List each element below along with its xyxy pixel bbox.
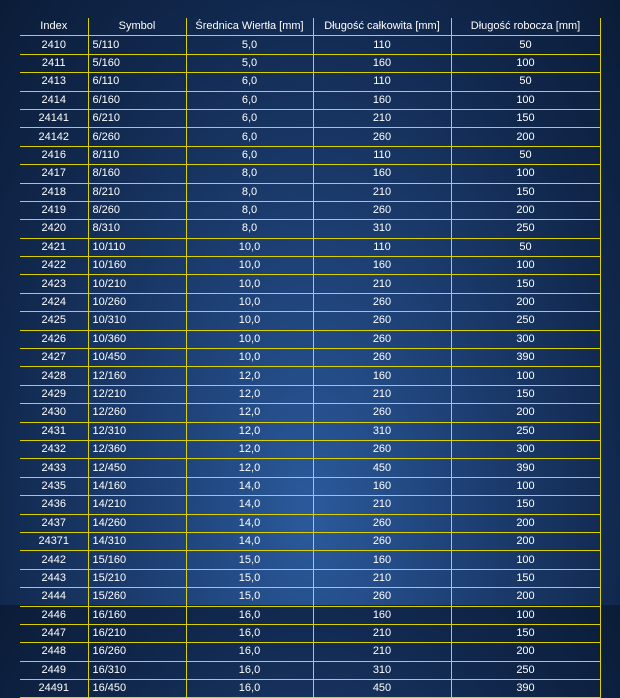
cell-index: 2446 bbox=[20, 606, 88, 624]
cell-index: 2417 bbox=[20, 165, 88, 183]
cell-drill-diameter: 6,0 bbox=[186, 146, 313, 164]
cell-index: 2418 bbox=[20, 183, 88, 201]
table-row bbox=[20, 422, 600, 440]
cell-working-length: 300 bbox=[451, 330, 600, 348]
cell-total-length: 160 bbox=[313, 606, 451, 624]
cell-symbol: 15/160 bbox=[88, 551, 186, 569]
cell-symbol: 12/210 bbox=[88, 385, 186, 403]
cell-drill-diameter: 6,0 bbox=[186, 128, 313, 146]
cell-symbol: 10/450 bbox=[88, 349, 186, 367]
table-row bbox=[20, 91, 600, 109]
cell-symbol: 15/210 bbox=[88, 569, 186, 587]
cell-index: 2421 bbox=[20, 238, 88, 256]
cell-working-length: 250 bbox=[451, 422, 600, 440]
cell-working-length: 200 bbox=[451, 404, 600, 422]
table-row bbox=[20, 275, 600, 293]
cell-total-length: 160 bbox=[313, 165, 451, 183]
cell-drill-diameter: 12,0 bbox=[186, 385, 313, 403]
table-row bbox=[20, 569, 600, 587]
table-row bbox=[20, 257, 600, 275]
cell-total-length: 260 bbox=[313, 330, 451, 348]
table-row bbox=[20, 624, 600, 642]
cell-total-length: 160 bbox=[313, 477, 451, 495]
cell-total-length: 110 bbox=[313, 238, 451, 256]
cell-index: 2432 bbox=[20, 440, 88, 458]
cell-total-length: 110 bbox=[313, 146, 451, 164]
cell-drill-diameter: 14,0 bbox=[186, 477, 313, 495]
table-row bbox=[20, 293, 600, 311]
cell-symbol: 6/210 bbox=[88, 109, 186, 127]
cell-drill-diameter: 16,0 bbox=[186, 680, 313, 698]
table-row bbox=[20, 330, 600, 348]
cell-symbol: 10/110 bbox=[88, 238, 186, 256]
cell-working-length: 50 bbox=[451, 73, 600, 91]
table-row bbox=[20, 404, 600, 422]
cell-drill-diameter: 15,0 bbox=[186, 588, 313, 606]
cell-working-length: 150 bbox=[451, 109, 600, 127]
header-row bbox=[20, 18, 600, 36]
cell-total-length: 110 bbox=[313, 36, 451, 54]
cell-total-length: 260 bbox=[313, 514, 451, 532]
cell-total-length: 160 bbox=[313, 257, 451, 275]
cell-index: 2414 bbox=[20, 91, 88, 109]
table-row bbox=[20, 183, 600, 201]
cell-index: 24371 bbox=[20, 532, 88, 550]
cell-symbol: 10/260 bbox=[88, 293, 186, 311]
cell-total-length: 210 bbox=[313, 496, 451, 514]
table-row bbox=[20, 165, 600, 183]
header-working-length: Długość robocza [mm] bbox=[451, 18, 600, 36]
cell-index: 2427 bbox=[20, 349, 88, 367]
cell-symbol: 16/160 bbox=[88, 606, 186, 624]
table-row bbox=[20, 661, 600, 679]
cell-symbol: 5/110 bbox=[88, 36, 186, 54]
cell-drill-diameter: 10,0 bbox=[186, 312, 313, 330]
table-row bbox=[20, 238, 600, 256]
cell-symbol: 15/260 bbox=[88, 588, 186, 606]
table-row bbox=[20, 109, 600, 127]
cell-working-length: 200 bbox=[451, 293, 600, 311]
table-row bbox=[20, 54, 600, 72]
cell-total-length: 260 bbox=[313, 588, 451, 606]
cell-drill-diameter: 8,0 bbox=[186, 220, 313, 238]
cell-symbol: 8/110 bbox=[88, 146, 186, 164]
cell-total-length: 210 bbox=[313, 569, 451, 587]
cell-total-length: 260 bbox=[313, 440, 451, 458]
cell-index: 2410 bbox=[20, 36, 88, 54]
table-row bbox=[20, 606, 600, 624]
cell-working-length: 100 bbox=[451, 477, 600, 495]
table-row bbox=[20, 349, 600, 367]
cell-index: 2443 bbox=[20, 569, 88, 587]
cell-working-length: 390 bbox=[451, 459, 600, 477]
cell-index: 2426 bbox=[20, 330, 88, 348]
cell-working-length: 100 bbox=[451, 367, 600, 385]
cell-drill-diameter: 14,0 bbox=[186, 514, 313, 532]
table-row bbox=[20, 312, 600, 330]
cell-drill-diameter: 8,0 bbox=[186, 165, 313, 183]
cell-drill-diameter: 15,0 bbox=[186, 551, 313, 569]
cell-drill-diameter: 12,0 bbox=[186, 440, 313, 458]
cell-drill-diameter: 6,0 bbox=[186, 73, 313, 91]
cell-symbol: 14/260 bbox=[88, 514, 186, 532]
table-row bbox=[20, 514, 600, 532]
cell-drill-diameter: 10,0 bbox=[186, 349, 313, 367]
cell-total-length: 160 bbox=[313, 91, 451, 109]
cell-index: 2422 bbox=[20, 257, 88, 275]
cell-total-length: 450 bbox=[313, 680, 451, 698]
cell-total-length: 310 bbox=[313, 220, 451, 238]
cell-drill-diameter: 5,0 bbox=[186, 36, 313, 54]
cell-working-length: 200 bbox=[451, 514, 600, 532]
cell-index: 2433 bbox=[20, 459, 88, 477]
cell-working-length: 390 bbox=[451, 680, 600, 698]
cell-index: 24142 bbox=[20, 128, 88, 146]
table-row bbox=[20, 532, 600, 550]
cell-symbol: 6/160 bbox=[88, 91, 186, 109]
cell-symbol: 12/160 bbox=[88, 367, 186, 385]
cell-working-length: 200 bbox=[451, 532, 600, 550]
cell-working-length: 200 bbox=[451, 643, 600, 661]
cell-working-length: 150 bbox=[451, 275, 600, 293]
cell-symbol: 12/310 bbox=[88, 422, 186, 440]
cell-symbol: 16/450 bbox=[88, 680, 186, 698]
cell-drill-diameter: 12,0 bbox=[186, 422, 313, 440]
cell-total-length: 260 bbox=[313, 293, 451, 311]
cell-index: 2425 bbox=[20, 312, 88, 330]
table-row bbox=[20, 477, 600, 495]
cell-total-length: 210 bbox=[313, 183, 451, 201]
cell-drill-diameter: 16,0 bbox=[186, 661, 313, 679]
cell-total-length: 210 bbox=[313, 643, 451, 661]
cell-drill-diameter: 10,0 bbox=[186, 330, 313, 348]
cell-working-length: 100 bbox=[451, 54, 600, 72]
table-row bbox=[20, 680, 600, 698]
cell-drill-diameter: 10,0 bbox=[186, 275, 313, 293]
cell-drill-diameter: 15,0 bbox=[186, 569, 313, 587]
cell-symbol: 10/160 bbox=[88, 257, 186, 275]
cell-symbol: 5/160 bbox=[88, 54, 186, 72]
cell-symbol: 6/110 bbox=[88, 73, 186, 91]
cell-working-length: 200 bbox=[451, 201, 600, 219]
cell-index: 2431 bbox=[20, 422, 88, 440]
cell-index: 2444 bbox=[20, 588, 88, 606]
cell-drill-diameter: 10,0 bbox=[186, 257, 313, 275]
cell-total-length: 260 bbox=[313, 532, 451, 550]
cell-symbol: 16/260 bbox=[88, 643, 186, 661]
cell-symbol: 10/360 bbox=[88, 330, 186, 348]
header-drill-diameter: Średnica Wiertła [mm] bbox=[186, 18, 313, 36]
cell-index: 2420 bbox=[20, 220, 88, 238]
cell-working-length: 150 bbox=[451, 624, 600, 642]
cell-total-length: 450 bbox=[313, 459, 451, 477]
cell-symbol: 6/260 bbox=[88, 128, 186, 146]
cell-symbol: 8/210 bbox=[88, 183, 186, 201]
cell-index: 2423 bbox=[20, 275, 88, 293]
cell-index: 2428 bbox=[20, 367, 88, 385]
cell-drill-diameter: 12,0 bbox=[186, 459, 313, 477]
table-row bbox=[20, 440, 600, 458]
cell-index: 2429 bbox=[20, 385, 88, 403]
header-index: Index bbox=[20, 18, 88, 36]
cell-total-length: 260 bbox=[313, 349, 451, 367]
cell-drill-diameter: 14,0 bbox=[186, 496, 313, 514]
cell-working-length: 150 bbox=[451, 385, 600, 403]
cell-total-length: 210 bbox=[313, 385, 451, 403]
table-row bbox=[20, 588, 600, 606]
cell-working-length: 150 bbox=[451, 183, 600, 201]
cell-total-length: 260 bbox=[313, 312, 451, 330]
cell-index: 2435 bbox=[20, 477, 88, 495]
cell-total-length: 260 bbox=[313, 128, 451, 146]
table-row bbox=[20, 459, 600, 477]
cell-total-length: 110 bbox=[313, 73, 451, 91]
cell-working-length: 50 bbox=[451, 146, 600, 164]
cell-index: 2447 bbox=[20, 624, 88, 642]
header-symbol: Symbol bbox=[88, 18, 186, 36]
cell-symbol: 10/310 bbox=[88, 312, 186, 330]
cell-working-length: 250 bbox=[451, 312, 600, 330]
cell-working-length: 100 bbox=[451, 91, 600, 109]
table-row bbox=[20, 385, 600, 403]
cell-drill-diameter: 16,0 bbox=[186, 606, 313, 624]
table-row bbox=[20, 496, 600, 514]
cell-total-length: 210 bbox=[313, 109, 451, 127]
cell-index: 24491 bbox=[20, 680, 88, 698]
table-row bbox=[20, 146, 600, 164]
cell-drill-diameter: 6,0 bbox=[186, 109, 313, 127]
cell-working-length: 250 bbox=[451, 220, 600, 238]
cell-symbol: 8/260 bbox=[88, 201, 186, 219]
cell-total-length: 210 bbox=[313, 624, 451, 642]
cell-working-length: 100 bbox=[451, 551, 600, 569]
cell-working-length: 300 bbox=[451, 440, 600, 458]
table-row bbox=[20, 36, 600, 54]
cell-working-length: 50 bbox=[451, 36, 600, 54]
cell-index: 2430 bbox=[20, 404, 88, 422]
cell-symbol: 12/360 bbox=[88, 440, 186, 458]
cell-symbol: 14/160 bbox=[88, 477, 186, 495]
cell-index: 24141 bbox=[20, 109, 88, 127]
cell-drill-diameter: 6,0 bbox=[186, 91, 313, 109]
cell-drill-diameter: 10,0 bbox=[186, 293, 313, 311]
cell-symbol: 14/310 bbox=[88, 532, 186, 550]
table-row bbox=[20, 551, 600, 569]
cell-drill-diameter: 8,0 bbox=[186, 183, 313, 201]
cell-index: 2449 bbox=[20, 661, 88, 679]
cell-index: 2442 bbox=[20, 551, 88, 569]
cell-working-length: 200 bbox=[451, 128, 600, 146]
cell-drill-diameter: 8,0 bbox=[186, 201, 313, 219]
cell-total-length: 210 bbox=[313, 275, 451, 293]
cell-drill-diameter: 16,0 bbox=[186, 643, 313, 661]
cell-drill-diameter: 5,0 bbox=[186, 54, 313, 72]
drill-spec-table bbox=[20, 18, 601, 698]
cell-working-length: 200 bbox=[451, 588, 600, 606]
cell-index: 2416 bbox=[20, 146, 88, 164]
cell-total-length: 160 bbox=[313, 551, 451, 569]
header-total-length: Długość całkowita [mm] bbox=[313, 18, 451, 36]
table-row bbox=[20, 73, 600, 91]
cell-drill-diameter: 10,0 bbox=[186, 238, 313, 256]
table-header bbox=[20, 18, 600, 36]
cell-total-length: 160 bbox=[313, 54, 451, 72]
cell-working-length: 250 bbox=[451, 661, 600, 679]
cell-symbol: 16/210 bbox=[88, 624, 186, 642]
cell-working-length: 50 bbox=[451, 238, 600, 256]
cell-index: 2411 bbox=[20, 54, 88, 72]
cell-working-length: 390 bbox=[451, 349, 600, 367]
cell-total-length: 260 bbox=[313, 201, 451, 219]
table-row bbox=[20, 220, 600, 238]
cell-drill-diameter: 12,0 bbox=[186, 367, 313, 385]
cell-index: 2419 bbox=[20, 201, 88, 219]
cell-symbol: 16/310 bbox=[88, 661, 186, 679]
cell-working-length: 100 bbox=[451, 165, 600, 183]
cell-total-length: 160 bbox=[313, 367, 451, 385]
table-row bbox=[20, 128, 600, 146]
table-row bbox=[20, 643, 600, 661]
cell-symbol: 12/450 bbox=[88, 459, 186, 477]
cell-symbol: 12/260 bbox=[88, 404, 186, 422]
cell-symbol: 10/210 bbox=[88, 275, 186, 293]
cell-symbol: 8/160 bbox=[88, 165, 186, 183]
cell-drill-diameter: 14,0 bbox=[186, 532, 313, 550]
cell-symbol: 8/310 bbox=[88, 220, 186, 238]
table-row bbox=[20, 201, 600, 219]
table-body bbox=[20, 36, 600, 698]
cell-symbol: 14/210 bbox=[88, 496, 186, 514]
cell-working-length: 100 bbox=[451, 606, 600, 624]
cell-drill-diameter: 12,0 bbox=[186, 404, 313, 422]
table-row bbox=[20, 367, 600, 385]
cell-total-length: 310 bbox=[313, 422, 451, 440]
cell-index: 2424 bbox=[20, 293, 88, 311]
cell-index: 2436 bbox=[20, 496, 88, 514]
cell-index: 2413 bbox=[20, 73, 88, 91]
cell-index: 2437 bbox=[20, 514, 88, 532]
cell-index: 2448 bbox=[20, 643, 88, 661]
cell-drill-diameter: 16,0 bbox=[186, 624, 313, 642]
cell-working-length: 150 bbox=[451, 569, 600, 587]
cell-total-length: 310 bbox=[313, 661, 451, 679]
cell-total-length: 260 bbox=[313, 404, 451, 422]
cell-working-length: 150 bbox=[451, 496, 600, 514]
cell-working-length: 100 bbox=[451, 257, 600, 275]
